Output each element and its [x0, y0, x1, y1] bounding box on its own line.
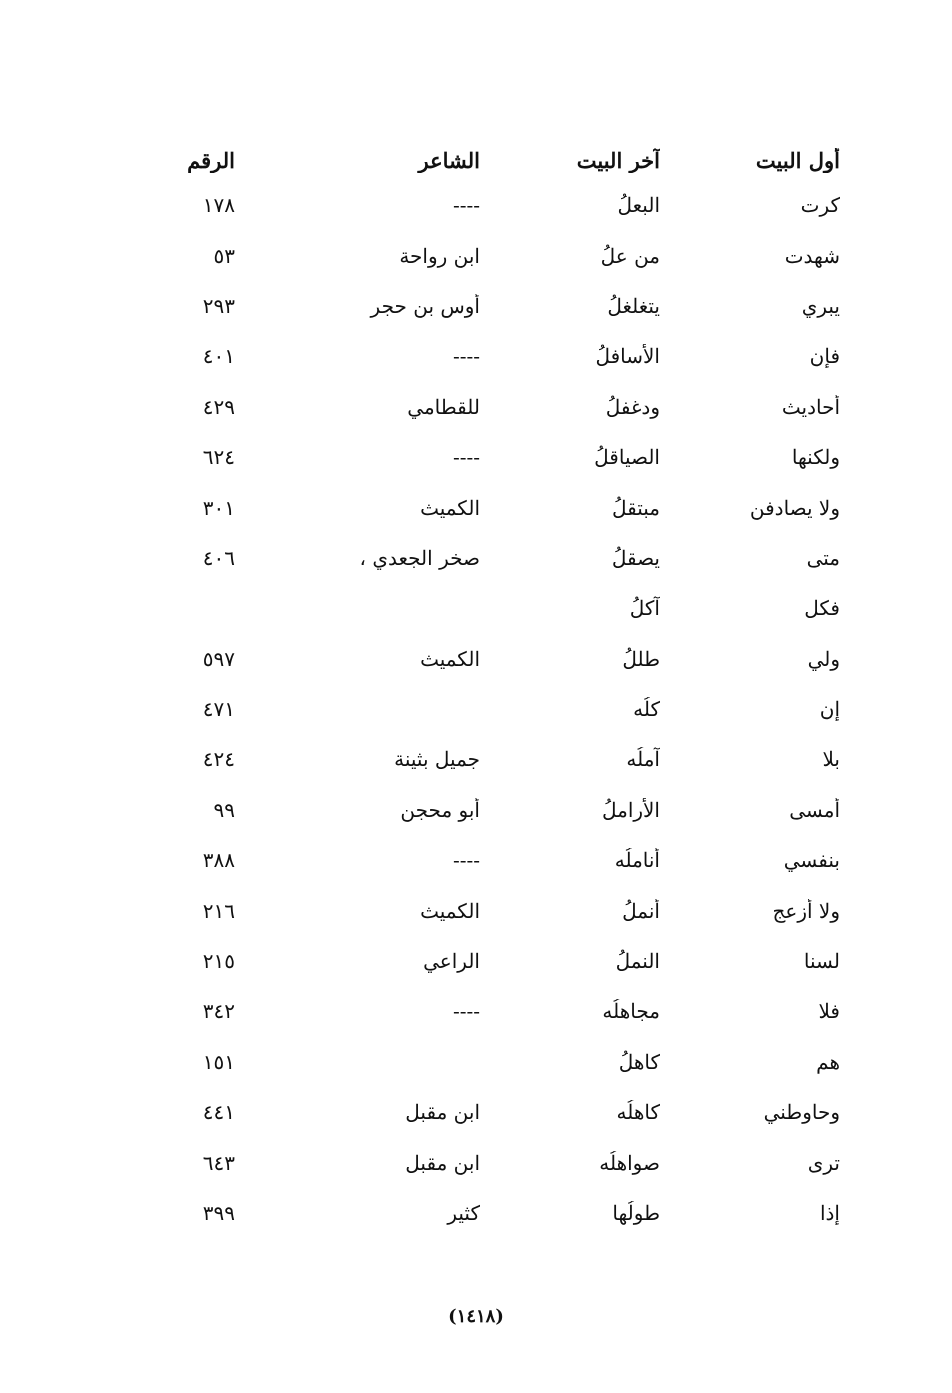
cell-first-verse: إذا: [819, 1201, 840, 1225]
cell-first-verse: وحاوطني: [763, 1100, 840, 1125]
cell-poet: أوس بن حجر: [370, 293, 480, 318]
cell-last-verse: صواهلُه: [599, 1150, 660, 1175]
table-row: [150, 583, 840, 633]
cell-last-verse: طولُها: [612, 1201, 660, 1225]
header-first-verse: أول البيت: [755, 147, 840, 173]
cell-poet: جميل بثينة: [394, 747, 480, 772]
cell-last-verse: أناملُه: [614, 848, 660, 873]
cell-poet: الكميث: [420, 898, 480, 923]
table-row: [150, 785, 840, 835]
cell-number: ٣٩٩: [202, 1201, 235, 1225]
table-row: [150, 382, 840, 432]
cell-last-verse: أنملُ: [622, 898, 660, 923]
cell-poet: الكميث: [420, 646, 480, 671]
cell-first-verse: ولا يصادفن: [749, 495, 840, 520]
cell-first-verse: ترى: [807, 1150, 840, 1175]
cell-number: ٥٣: [213, 243, 235, 268]
cell-first-verse: فإن: [809, 344, 840, 369]
cell-last-verse: كلُه: [633, 697, 660, 722]
cell-last-verse: كاهلُه: [616, 1100, 660, 1125]
cell-poet: ----: [452, 999, 480, 1024]
cell-number: ٤٧١: [202, 697, 235, 722]
cell-number: ٥٩٧: [202, 646, 235, 671]
table-row: [150, 936, 840, 986]
cell-first-verse: كرت: [800, 193, 840, 218]
cell-first-verse: بلا: [822, 747, 840, 772]
cell-first-verse: لسنا: [803, 949, 840, 974]
cell-number: ٢٩٣: [202, 293, 235, 318]
cell-last-verse: يصقلُ: [611, 545, 660, 570]
cell-poet: ----: [452, 193, 480, 218]
cell-number: ٣٨٨: [202, 848, 235, 873]
cell-poet: ابن رواحة: [399, 243, 480, 268]
table-row: [150, 1087, 840, 1137]
cell-poet: الراعي: [423, 949, 480, 974]
table-row: [150, 281, 840, 331]
table-row: [150, 180, 840, 230]
table-row: [150, 835, 840, 885]
cell-first-verse: ولي: [807, 646, 840, 671]
table-row: [150, 885, 840, 935]
cell-last-verse: مجاهلُه: [602, 999, 660, 1024]
cell-first-verse: أمسى: [789, 797, 840, 822]
cell-first-verse: متى: [806, 545, 840, 570]
cell-last-verse: البعلُ: [617, 193, 660, 218]
table-header-row: [150, 140, 840, 180]
table-row: [150, 634, 840, 684]
cell-last-verse: الأسافلُ: [595, 344, 660, 369]
cell-first-verse: إن: [819, 697, 840, 722]
table-row: [150, 533, 840, 583]
table-row: [150, 482, 840, 532]
cell-number: ٩٩: [213, 797, 235, 822]
header-last-verse: آخر البيت: [576, 147, 660, 173]
table-row: [150, 1137, 840, 1187]
table-row: [150, 1188, 840, 1238]
cell-poet: الكميث: [420, 495, 480, 520]
cell-first-verse: هم: [816, 1049, 840, 1074]
cell-first-verse: أحاديث: [781, 394, 840, 419]
cell-number: ٤٠٦: [202, 545, 235, 570]
cell-first-verse: فلا: [818, 999, 840, 1024]
cell-number: ٤٤١: [202, 1100, 235, 1125]
cell-first-verse: بنفسي: [783, 848, 840, 873]
page-number: (١٤١٨): [448, 1306, 504, 1327]
cell-poet: ابن مقبل: [405, 1100, 480, 1125]
cell-last-verse: ودغفلُ: [605, 394, 660, 419]
cell-poet: ----: [452, 848, 480, 873]
table-row: [150, 331, 840, 381]
cell-poet: أبو محجن: [400, 797, 480, 822]
cell-number: ٦٢٤: [202, 445, 235, 470]
header-number: الرقم: [187, 147, 235, 173]
table-row: [150, 230, 840, 280]
cell-first-verse: ولكنها: [791, 445, 840, 470]
table-body: [150, 180, 840, 1238]
table-row: [150, 432, 840, 482]
cell-poet: صخر الجعدي ،: [359, 545, 480, 570]
cell-number: ٣٠١: [202, 495, 235, 520]
header-poet: الشاعر: [418, 147, 480, 173]
cell-number: ٦٤٣: [202, 1150, 235, 1175]
cell-last-verse: آكلُ: [629, 596, 660, 621]
cell-poet: كثير: [447, 1201, 480, 1225]
cell-poet: ----: [452, 344, 480, 369]
table-row: [150, 1037, 840, 1087]
rhyme-index-table: [150, 140, 840, 1238]
cell-poet: ابن مقبل: [405, 1150, 480, 1175]
cell-poet: للقطامي: [407, 394, 480, 419]
cell-last-verse: النملُ: [615, 949, 660, 974]
cell-number: ٢١٦: [202, 898, 235, 923]
table-row: [150, 986, 840, 1036]
cell-number: ١٥١: [202, 1049, 235, 1074]
cell-number: ٢١٥: [202, 949, 235, 974]
cell-number: ٤٢٤: [202, 747, 235, 772]
cell-last-verse: يتغلغلُ: [607, 293, 660, 318]
cell-first-verse: فكل: [804, 596, 840, 621]
cell-last-verse: كاهلُ: [618, 1049, 660, 1074]
cell-number: ١٧٨: [202, 193, 235, 218]
cell-last-verse: الصياقلُ: [594, 445, 660, 470]
cell-last-verse: من علُ: [600, 243, 660, 268]
cell-last-verse: طللُ: [622, 646, 660, 671]
cell-number: ٤٢٩: [202, 394, 235, 419]
cell-poet: ----: [452, 445, 480, 470]
cell-number: ٤٠١: [202, 344, 235, 369]
cell-number: ٣٤٢: [202, 999, 235, 1024]
cell-last-verse: مبتقلُ: [611, 495, 660, 520]
cell-first-verse: يبري: [801, 293, 840, 318]
cell-first-verse: ولا أزعج: [772, 898, 840, 923]
cell-first-verse: شهدت: [784, 243, 840, 268]
cell-last-verse: آملُه: [626, 747, 660, 772]
table-row: [150, 684, 840, 734]
cell-last-verse: الأراملُ: [601, 797, 660, 822]
table-row: [150, 734, 840, 784]
